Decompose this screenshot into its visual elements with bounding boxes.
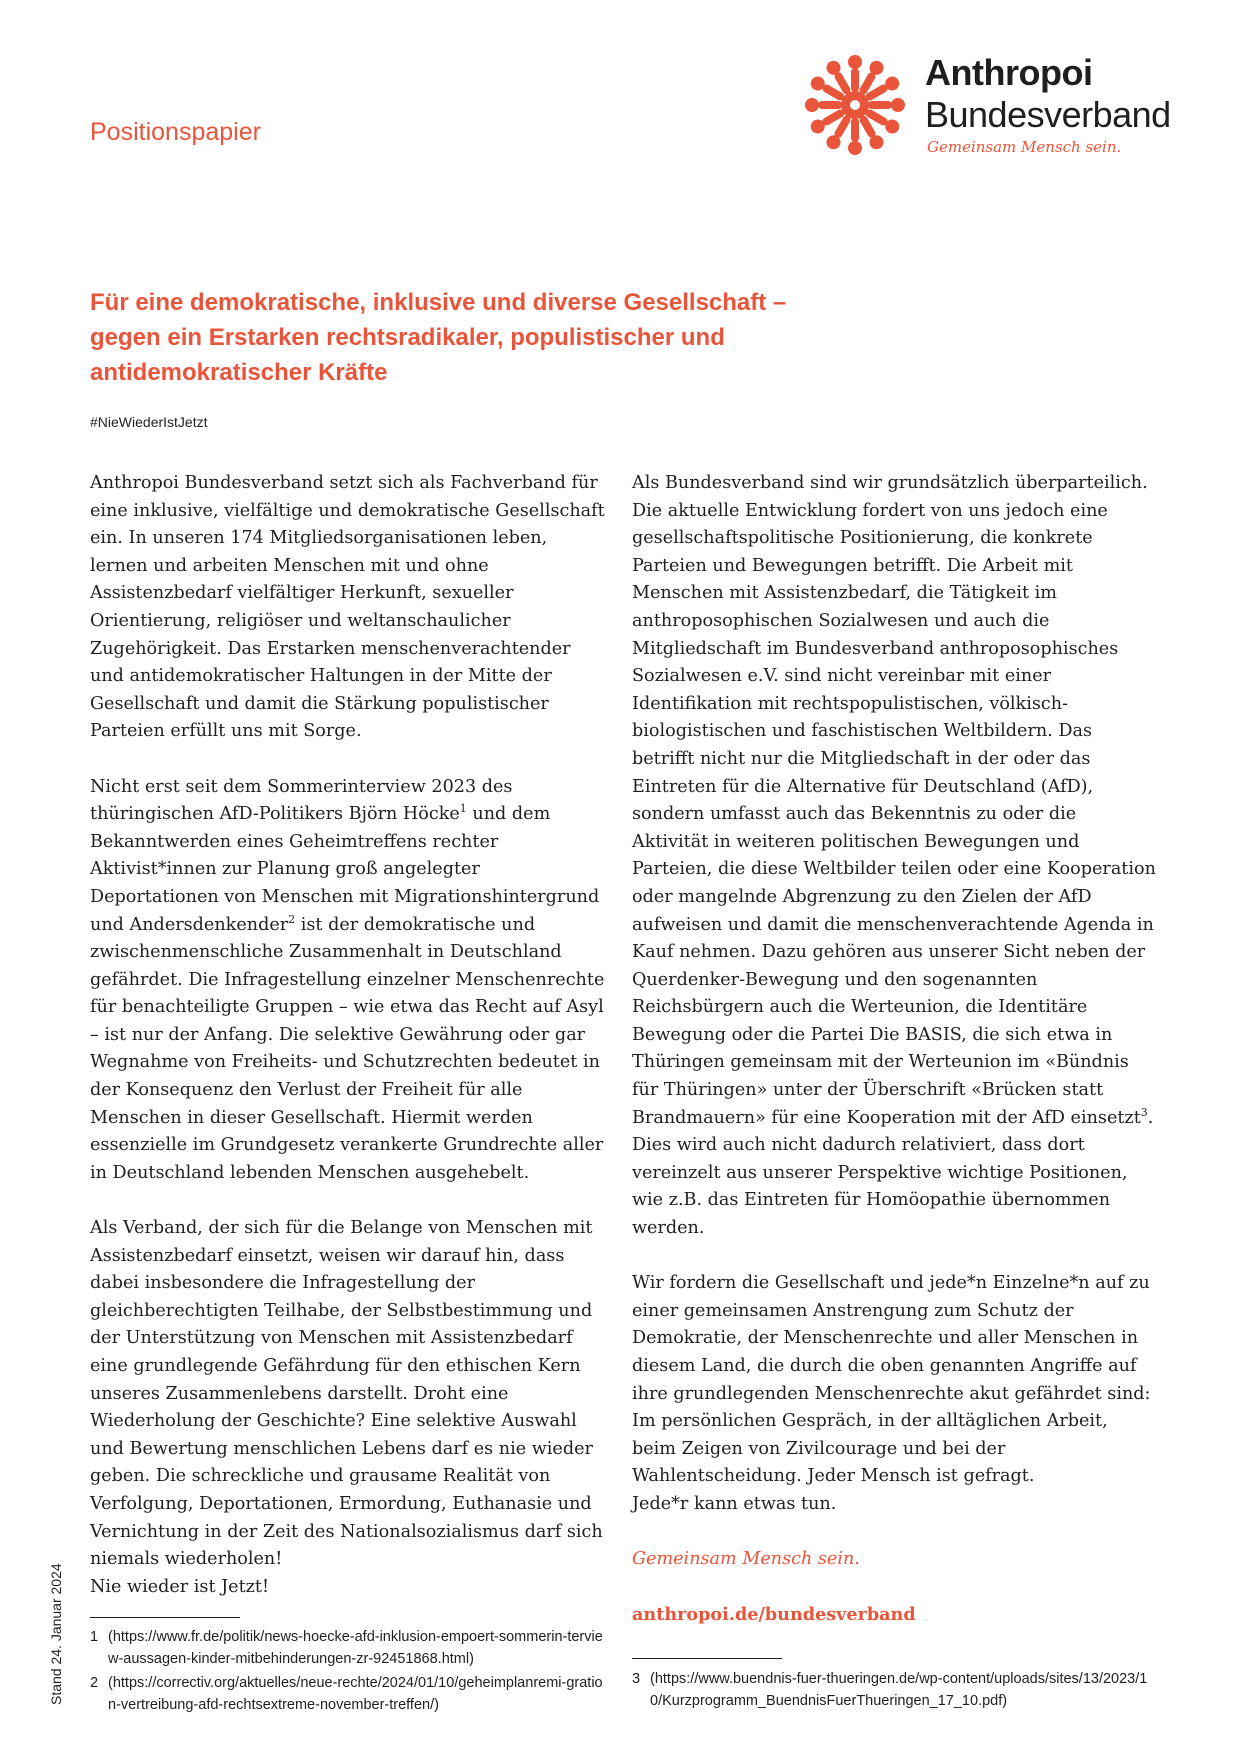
hashtag: #NieWiederIstJetzt (90, 414, 208, 430)
page-title: Für eine demokratische, inklusive und diverse Gesellschaft – gegen ein Erstarken rechtsradikaler, populistischer und antidemokratischer Kräfte (90, 289, 787, 386)
footnote-rule-left (90, 1617, 240, 1618)
logo-name-line2: Bundesverband (925, 94, 1171, 135)
sun-figures-logo-icon (800, 50, 910, 160)
right-column (632, 470, 1157, 1657)
left-paragraph-4: Nie wieder ist Jetzt! (90, 1576, 270, 1597)
website-link[interactable]: anthropoi.de/bundesverband (632, 1604, 916, 1626)
logo-tagline: Gemeinsam Mensch sein. (927, 138, 1122, 156)
logo (800, 50, 1180, 160)
left-column (90, 470, 605, 1601)
footnote-1: 1 (https://www.fr.de/politik/news-hoecke-afd-inklusion-empoert-sommerin-terview-aussagen-kinder-mitbehinderungen-zr-92451868.html) (90, 1629, 603, 1667)
logo-name-line1: Anthropoi (925, 52, 1093, 93)
footnote-rule-right (632, 1658, 782, 1659)
left-paragraph-3: Als Verband, der sich für die Belange von Menschen mit Assistenzbedarf einsetzt, weisen wir darauf hin, dass dabei insbesondere die Infragestellung der gleichberechtigten Teilhabe, der Selbstbestimmung und der Unterstützung von Menschen mit Assistenzbedarf eine grundlegende Gefährdung für den ethischen Kern unseres Zusammenlebens darstellt. Droht eine Wiederholung der Geschichte? Eine selektive Auswahl und Bewertung menschlichen Lebens darf es nie wieder geben. Die schreckliche und grausame Realität von Verfolgung, Deportationen, Ermordung, Euthanasie und Vernichtung in der Zeit des Nationalsozialismus darf sich niemals wiederholen! (90, 1218, 603, 1570)
date-stamp: Stand 24. Januar 2024 (48, 1563, 64, 1705)
right-paragraph-1: Als Bundesverband sind wir grundsätzlich überparteilich. Die aktuelle Entwicklung fordert von uns jedoch eine gesellschaftspolitische Positionierung, die konkrete Parteien und Bewegungen betrifft. Die Arbeit mit Menschen mit Assistenzbedarf, die Tätigkeit im anthroposophischen Sozialwesen und auch die Mitgliedschaft im Bundesverband anthroposophisches Sozialwesen e.V. sind nicht vereinbar mit einer Identifikation mit rechtspopulistischen, völkisch-biologistischen und faschistischen Weltbildern. Das betrifft nicht nur die Mitgliedschaft in der oder das Eintreten für die Alternative für Deutschland (AfD), sondern umfasst auch das Bekenntnis zu oder die Aktivität in weiteren politischen Bewegungen und Parteien, die diese Weltbilder teilen oder eine Kooperation oder mangelnde Abgrenzung zu den Zielen der AfD aufweisen und damit die menschenverachtende Agenda in Kauf nehmen. Dazu gehören aus unserer Sicht neben der Querdenker-Bewegung und den sogenannten Reichsbürgern auch die Werteunion, die Identitäre Bewegung oder die Partei Die BASIS, die sich etwa in Thüringen gemeinsam mit der Werteunion im «Bündnis für Thüringen» unter der Überschrift «Brücken statt Brandmauern» für eine Kooperation mit der AfD einsetzt$^3$. Dies wird auch nicht dadurch relativiert, dass dort vereinzelt aus unserer Perspektive wichtige Positionen, wie z.B. das Eintreten für Homöopathie übernommen werden. (632, 473, 1156, 1239)
right-paragraph-3: Jede*r kann etwas tun. (632, 1493, 837, 1514)
footnote-ref-1: 1 (459, 802, 467, 816)
left-paragraph-2: Nicht erst seit dem Sommerinterview 2023 des thüringischen AfD-Politikers Björn Höcke$^1$ und dem Bekanntwerden eines Geheimtreffens rechter Aktivist*innen zur Planung groß angelegter Deportationen von Menschen mit Migrationshintergrund und Andersdenkender$^2$ ist der demokratische und zwischenmenschliche Zusammenhalt in Deutschland gefährdet. Die Infragestellung einzelner Menschenrechte für benachteiligte Gruppen – wie etwa das Recht auf Asyl – ist nur der Anfang. Die selektive Gewährung oder gar Wegnahme von Freiheits- und Schutzrechten bedeutet in der Konsequenz den Verlust der Freiheit für alle Menschen in dieser Gesellschaft. Hiermit werden essenzielle im Grundgesetz verankerte Grundrechte aller in Deutschland lebenden Menschen ausgehebelt. (90, 776, 605, 1183)
footnote-3: 3 (https://www.buendnis-fuer-thueringen.de/wp-content/uploads/sites/13/2023/10/Kurzprogramm_BuendnisFuerThueringen_17_10.pdf) (632, 1671, 1148, 1709)
footnote-ref-2: 2 (288, 912, 296, 926)
doc-type-label: Positionspapier (90, 118, 261, 146)
left-paragraph-1: Anthropoi Bundesverband setzt sich als Fachverband für eine inklusive, vielfältige und demokratische Gesellschaft ein. In unseren 174 Mitgliedsorganisationen leben, lernen und arbeiten Menschen mit und ohne Assistenzbedarf vielfältiger Herkunft, sexueller Orientierung, religiöser und weltanschaulicher Zugehörigkeit. Das Erstarken menschenverachtender und antidemokratischer Haltungen in der Mitte der Gesellschaft und damit die Stärkung populistischer Parteien erfüllt uns mit Sorge. (90, 473, 605, 742)
footnote-ref-3: 3 (1140, 1105, 1148, 1119)
right-paragraph-2: Wir fordern die Gesellschaft und jede*n Einzelne*n auf zu einer gemeinsamen Anstrengung zum Schutz der Demokratie, der Menschenrechte und aller Menschen in diesem Land, die durch die oben genannten Angriffe auf ihre grundlegenden Menschenrechte akut gefährdet sind: Im persönlichen Gespräch, in der alltäglichen Arbeit, beim Zeigen von Zivilcourage und bei der Wahlentscheidung. Jeder Mensch ist gefragt. (632, 1273, 1151, 1487)
footnote-2: 2 (https://correctiv.org/aktuelles/neue-rechte/2024/01/10/geheimplanremi-gration-vertreibung-afd-rechtsextreme-november-treffen/) (90, 1675, 603, 1713)
closing-slogan: Gemeinsam Mensch sein. (632, 1549, 860, 1570)
